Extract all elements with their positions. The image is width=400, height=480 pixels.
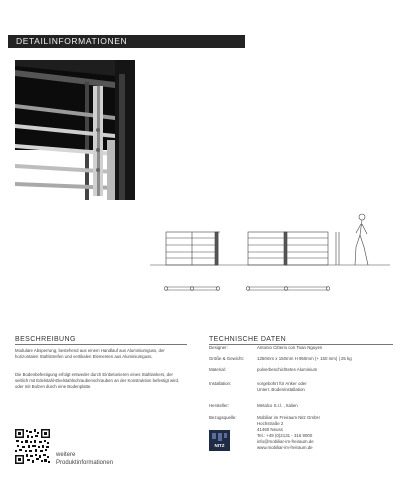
spec-value: Metalco S.r.l. , Italien	[257, 403, 298, 408]
spec-label: Material:	[209, 367, 226, 372]
spec-value: Mobiliar im Freiraum Nitz GmbH Hochstraße 2 41460 Neuss Tel.: +49 (0)2131 - 316 9000 info@mobiliar-im-freiraum.de www.mobiliar-im-freiraum.de	[257, 415, 320, 450]
spec-label: Hersteller:	[209, 403, 230, 408]
spec-value: vorgebohrt für Anker oder Unterr. Bodeninstallation	[257, 381, 307, 392]
spec-value: Antonio Citterio con Toan Nguyen	[257, 345, 323, 350]
spec-value: pulverbeschichtetes Aluminium	[257, 367, 318, 372]
svg-text:NITZ: NITZ	[214, 443, 225, 448]
spec-label: Größe & Gewicht:	[209, 356, 244, 361]
description-title: BESCHREIBUNG	[15, 336, 187, 345]
technical-data-title: TECHNISCHE DATEN	[209, 336, 393, 345]
spec-label: Bezugsquelle:	[209, 415, 237, 420]
description-paragraph: Modulare Absperrung, bestehend aus einem Handlauf aus Aluminiumguss, der horizontalen Stahlstreifen und vertikalen Elementen aus Aluminiumguss.	[15, 348, 165, 360]
technical-drawing	[150, 205, 390, 305]
product-photo	[15, 60, 135, 200]
description-paragraph: Die Bodenbefestigung erfolgt entweder durch Einbetonieren eines Stahlankers, der seitlich mit Edelstahl-Ekelstahlschraubenschrauben an der Konstruktion befestigt wird, oder mit Bolzen durch eine Bodenplatte.	[15, 372, 180, 390]
spec-label: Designer:	[209, 345, 228, 350]
spec-label: Installation:	[209, 381, 232, 386]
spec-value: 1250mm x 150mm H 950mm (+ 150 mm) | 25 kg	[257, 356, 352, 361]
qr-label: weitere Produktinformationen	[56, 452, 114, 466]
qr-code[interactable]	[15, 429, 50, 464]
header-bar	[8, 35, 245, 48]
nitz-logo	[209, 430, 230, 451]
page-title: DETAILINFORMATIONEN	[16, 36, 128, 46]
